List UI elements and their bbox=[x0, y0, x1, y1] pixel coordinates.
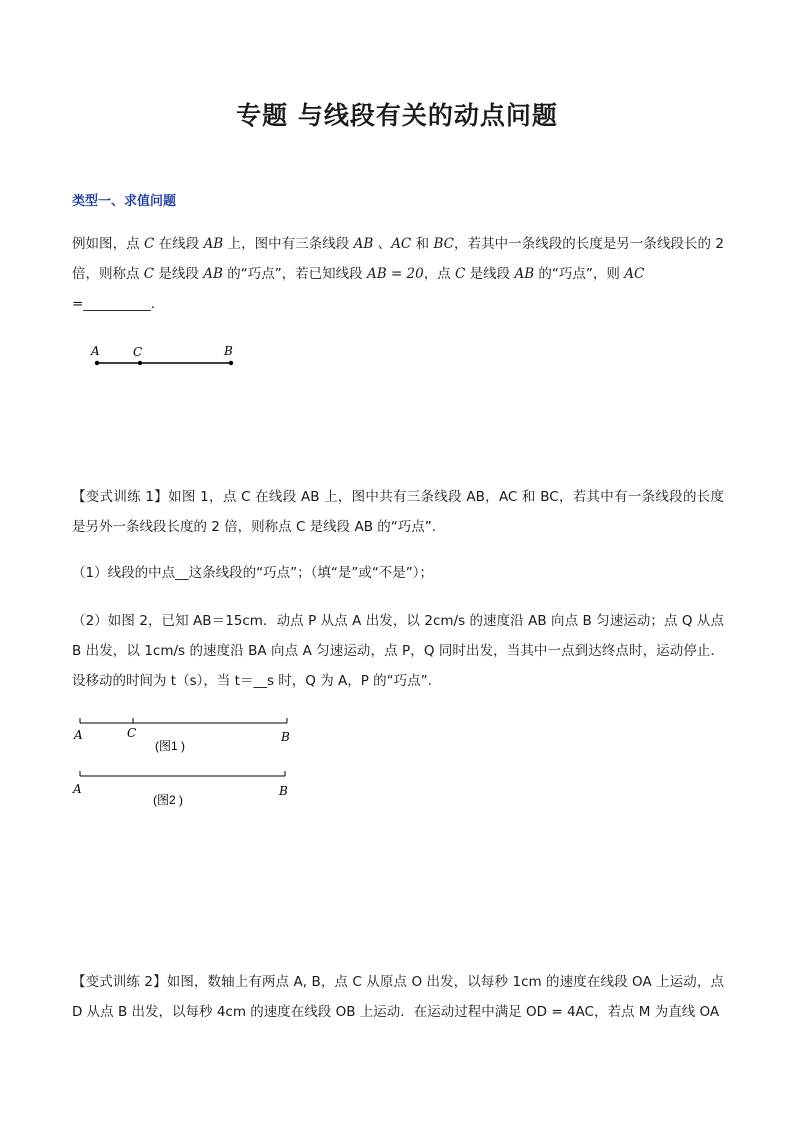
drill2-paragraph: 【变式训练 2】如图，数轴上有两点 A, B，点 C 从原点 O 出发，以每秒 1cm 的速度在线段 OA 上运动，点 D 从点 B 出发，以每秒 4cm 的速度在线段 OB 上运动．在运动过程中满足 OD = 4AC，若点 M 为直线 OA bbox=[72, 974, 724, 1020]
fig1-label-a: A bbox=[74, 728, 83, 742]
fig2-label-b: B bbox=[279, 784, 288, 798]
fig1-label-c: C bbox=[127, 726, 137, 740]
segment-figure-0 bbox=[86, 342, 246, 372]
drill1-question2: （2）如图 2，已知 AB＝15cm．动点 P 从点 A 出发，以 2cm/s 的速度沿 AB 向点 B 匀速运动；点 Q 从点 B 出发，以 1cm/s 的速度沿 BA 向点 A 匀速运动，点 P，Q 同时出发，当其中一点到达终点时，运动停止．设移动的时间为 t（s），当 t＝__s 时，Q 为 A，P 的“巧点”. bbox=[72, 613, 724, 689]
point-c bbox=[138, 361, 142, 365]
label-b: B bbox=[224, 344, 233, 358]
answer-blank: =__________. bbox=[72, 296, 156, 312]
page-title: 专题 与线段有关的动点问题 bbox=[236, 101, 558, 130]
point-b bbox=[229, 361, 233, 365]
drill1-question1: （1）线段的中点__这条线段的“巧点”；（填“是”或“不是”）； bbox=[72, 565, 434, 581]
point-a bbox=[95, 361, 99, 365]
label-c: C bbox=[133, 345, 143, 359]
label-a: A bbox=[91, 344, 100, 358]
fig1-label-b: B bbox=[281, 730, 290, 744]
section-heading: 类型一、求值问题 bbox=[72, 194, 177, 209]
drill1-intro: 【变式训练 1】如图 1，点 C 在线段 AB 上，图中共有三条线段 AB，AC 和 BC，若其中有一条线段的长度是另外一条线段长度的 2 倍，则称点 C 是线段 AB 的“巧点”. bbox=[72, 489, 724, 535]
segment-figures-1-2 bbox=[70, 712, 300, 812]
fig2-caption: (图2 ) bbox=[153, 793, 184, 807]
fig1-caption: (图1 ) bbox=[155, 739, 186, 753]
fig2-label-a: A bbox=[73, 782, 82, 796]
example-paragraph: 例如图，点 C 在线段 AB 上，图中有三条线段 AB 、AC 和 BC，若其中一条线段的长度是另一条线段长的 2 倍，则称点 C 是线段 AB 的“巧点”，若已知线段 AB = 20，点 C 是线段 AB 的“巧点”，则 AC =__________. bbox=[72, 236, 724, 312]
